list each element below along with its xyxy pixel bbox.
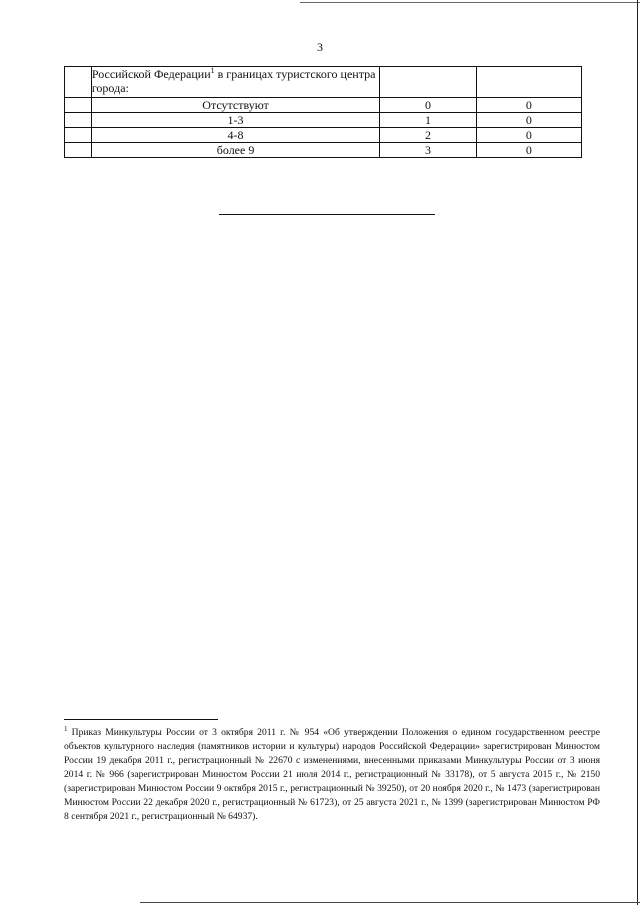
- row-label: Отсутствуют: [91, 98, 379, 113]
- footnote: [64, 726, 600, 824]
- table-row: [65, 143, 582, 158]
- section-separator: [219, 214, 435, 215]
- page-number: 3: [317, 40, 323, 54]
- footnote-text: Приказ Минкультуры России от 3 октября 2011 г. № 954 «Об утверждении Положения о едином государственном реестре объектов культурного наследия (памятников истории и культуры) народов Российской Федерации» зарегистрирован Минюстом России 19 декабря 2011 г., регистрационный № 22670 с изменениями, внесенными приказами Минкультуры России от 3 июня 2014 г. № 966 (зарегистрирован Минюстом России 21 июля 2014 г., регистрационный № 33178), от 5 августа 2015 г., № 2150 (зарегистрирован Минюстом России 9 октября 2015 г., регистрационный № 39250), от 20 ноября 2020 г., № 1473 (зарегистрирован Минюстом России 22 декабря 2020 г., регистрационный № 61723), от 25 августа 2021 г., № 1399 (зарегистрирован Минюстом РФ 8 сентября 2021 г., регистрационный № 64937).: [64, 727, 600, 822]
- table-cell-empty: [476, 67, 581, 98]
- row-value: 1: [380, 113, 476, 128]
- scan-edge-right: [637, 0, 638, 905]
- row-value: 0: [476, 98, 581, 113]
- row-label: 1-3: [91, 113, 379, 128]
- table-cell-empty: [65, 67, 92, 98]
- row-value: 2: [380, 128, 476, 143]
- criterion-label: Российской Федерации$^1$ в границах туристского центра города:: [91, 67, 379, 98]
- table-row: [65, 113, 582, 128]
- table-cell-empty: [380, 67, 476, 98]
- footnote-ref: 1: [210, 66, 215, 75]
- row-value: 0: [476, 128, 581, 143]
- row-value: 3: [380, 143, 476, 158]
- row-value: 0: [380, 98, 476, 113]
- row-value: 0: [476, 143, 581, 158]
- row-label: 4-8: [91, 128, 379, 143]
- row-value: 0: [476, 113, 581, 128]
- footnote-rule: [64, 719, 218, 720]
- table-header-row: [65, 67, 582, 98]
- footnote-marker: 1: [64, 724, 68, 733]
- table-row: [65, 98, 582, 113]
- criteria-table: [64, 66, 582, 158]
- scan-edge-bottom: [140, 902, 640, 903]
- row-label: более 9: [91, 143, 379, 158]
- scan-edge-top: [300, 2, 640, 3]
- table-row: [65, 128, 582, 143]
